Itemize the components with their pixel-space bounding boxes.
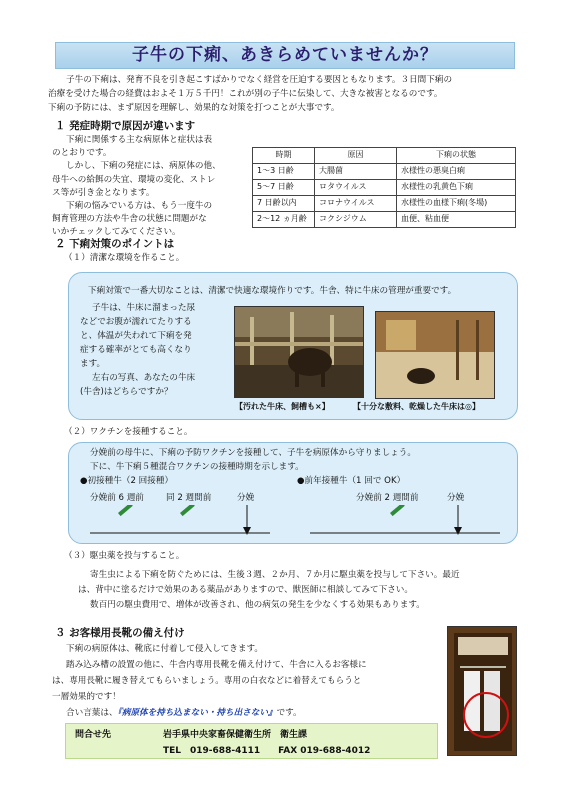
- table-row: [253, 196, 516, 212]
- syringe-icon: [180, 505, 199, 516]
- contact-org: 岩手県中央家畜保健衛生所 衛生課: [163, 730, 308, 740]
- section3-line: は、専用長靴に履き替えてもらいましょう。専用の白衣などに着替えてもらうと: [52, 676, 362, 686]
- boots-locker-illustration: [448, 627, 517, 756]
- sub3-label: （３）駆虫薬を投与すること。: [64, 551, 185, 561]
- contact-label: 問合せ先: [75, 730, 112, 740]
- motto-prefix: 合い言葉は、: [66, 708, 118, 718]
- previous-point-2w: 分娩前 2 週間前: [356, 493, 419, 503]
- cause-table: [252, 147, 516, 228]
- environment-line: などでお腹が濡れてたりする: [80, 317, 192, 327]
- table-header: 下痢の状態: [397, 148, 516, 164]
- dirty-barn-illustration: [235, 307, 364, 398]
- environment-lead: 下痢対策で一番大切なことは、清潔で快適な環境作りです。牛舎、特に牛床の管理が重要です。: [88, 286, 457, 296]
- table-header: 原因: [315, 148, 397, 164]
- intro-line: 下痢の予防には、まず原因を理解し、効果的な対策を打つことが大事です。: [48, 103, 340, 113]
- table-cell: 大腸菌: [315, 164, 397, 180]
- initial-point-6w: 分娩前 6 週前: [90, 493, 144, 503]
- motto-line: [52, 705, 442, 721]
- section1-line: のとおりです。: [52, 148, 112, 159]
- dirty-barn-photo: [234, 306, 364, 398]
- initial-point-birth: 分娩: [237, 493, 255, 503]
- environment-line: と、体温が失われて下痢を発: [80, 331, 192, 341]
- deworm-line: は、背中に塗るだけで効果のある薬品がありますので、獣医師に相談してみて下さい。: [78, 585, 413, 595]
- previous-birth-arrow: [454, 527, 462, 535]
- initial-point-2w: 同 2 週間前: [166, 493, 212, 503]
- table-row: [253, 180, 516, 196]
- sub1-label: （１）清潔な環境を作ること。: [64, 253, 185, 263]
- table-cell: 2～12 ヵ月齢: [253, 212, 315, 228]
- table-cell: 水様性の乳黄色下痢: [397, 180, 516, 196]
- vaccine-line: 分娩前の母牛に、下痢の予防ワクチンを接種して、子牛を病原体から守りましょう。: [90, 448, 416, 458]
- section1-line: 下痢に関係する主な病原体と症状は表: [66, 135, 213, 145]
- table-cell: コクシジウム: [315, 212, 397, 228]
- environment-line: 左右の写真、あなたの牛床: [92, 373, 196, 383]
- boots-locker-photo: [447, 626, 517, 756]
- section3-heading: ３ お客様用長靴の備え付け: [55, 627, 185, 639]
- section1-line: 下痢の悩みでいる方は、もう一度牛の: [66, 201, 213, 212]
- section3-text: [52, 641, 442, 721]
- table-cell: 血便、粘血便: [397, 212, 516, 228]
- table-header: 時期: [253, 148, 315, 164]
- syringe-icon: [118, 505, 137, 516]
- contact-tel: TEL 019-688-4111 FAX 019-688-4012: [163, 746, 371, 756]
- caption-dirty: 【汚れた牛床、飼槽も×】: [235, 402, 330, 411]
- table-cell: 7 日齢以内: [253, 196, 315, 212]
- previous-point-birth: 分娩: [447, 493, 465, 503]
- environment-text: [80, 301, 230, 399]
- table-cell: 水様性の血様下痢(冬場): [397, 196, 516, 212]
- initial-label: ●初接種牛（2 回接種）: [80, 476, 174, 486]
- intro-line: 子牛の下痢は、発育不良を引き起こすばかりでなく経営を圧迫する要因ともなります。３日間下痢の: [66, 75, 453, 85]
- table-cell: 水様性の悪臭白痢: [397, 164, 516, 180]
- table-cell: コロナウイルス: [315, 196, 397, 212]
- table-cell: 1～3 日齢: [253, 164, 315, 180]
- section3-line: 踏み込み槽の設置の他に、牛舎内専用長靴を備え付けて、牛舎に入るお客様に: [66, 660, 367, 670]
- section1-line: 母牛への給餌の失宜、環境の変化、ストレ: [52, 174, 216, 185]
- table-cell: 5～7 日齢: [253, 180, 315, 196]
- table-row: [253, 164, 516, 180]
- section3-line: 一層効果的です！: [52, 692, 121, 702]
- vaccine-timeline: [80, 505, 510, 541]
- clean-barn-illustration: [376, 312, 495, 399]
- environment-line: (牛舎)はどちらですか？: [80, 387, 173, 397]
- environment-line: 症する確率がとても高くなり: [80, 345, 192, 355]
- motto: 『病原体を持ち込まない・持ち出さない』: [117, 708, 277, 718]
- previous-label: ●前年接種牛（1 回で OK）: [297, 476, 406, 486]
- section1-text: [52, 134, 248, 240]
- section2-heading: ２ 下痢対策のポイントは: [55, 238, 175, 250]
- clean-barn-photo: [375, 311, 495, 399]
- intro-line: 治療を受けた場合の経費はおよそ１万５千円！これが別の子牛に伝染して、大きな被害となるのです。: [48, 89, 443, 99]
- environment-line: ます。: [80, 359, 106, 369]
- sub2-label: （２）ワクチンを接種すること。: [64, 427, 193, 437]
- caption-clean: 【十分な敷料、乾燥した牛床は◎】: [353, 402, 480, 411]
- section1-line: いかチェックしてみてください。: [52, 227, 181, 238]
- section1-line: しかし、下痢の発症には、病原体の他、: [66, 161, 221, 172]
- table-header-row: [253, 148, 516, 164]
- syringe-icon: [390, 505, 409, 516]
- vaccine-line: 下に、牛下痢５種混合ワクチンの接種時期を示します。: [90, 462, 304, 472]
- table-cell: ロタウイルス: [315, 180, 397, 196]
- table-row: [253, 212, 516, 228]
- page-title: 子牛の下痢、あきらめていませんか？: [55, 42, 515, 69]
- vaccine-text: [90, 446, 510, 474]
- deworm-text: [78, 568, 518, 613]
- section3-line: 下痢の病原体は、靴底に付着して侵入してきます。: [66, 644, 263, 654]
- section1-line: 飼育管理の方法や牛舎の状態に問題がな: [52, 214, 207, 225]
- initial-birth-arrow: [243, 527, 251, 535]
- environment-line: 子牛は、牛床に溜まった尿: [92, 303, 196, 313]
- motto-suffix: です。: [276, 708, 302, 718]
- deworm-line: 寄生虫による下痢を防ぐためには、生後３週、２か月、７か月に駆虫薬を投与して下さい。最近: [90, 570, 460, 580]
- deworm-line: 数百円の駆虫費用で、増体が改善され、他の病気の発生を少なくする効果もあります。: [90, 600, 425, 610]
- intro: [48, 73, 518, 115]
- section1-line: ス等が引き金となります。: [52, 187, 155, 198]
- section1-heading: １ 発症時期で原因が違います: [55, 120, 196, 132]
